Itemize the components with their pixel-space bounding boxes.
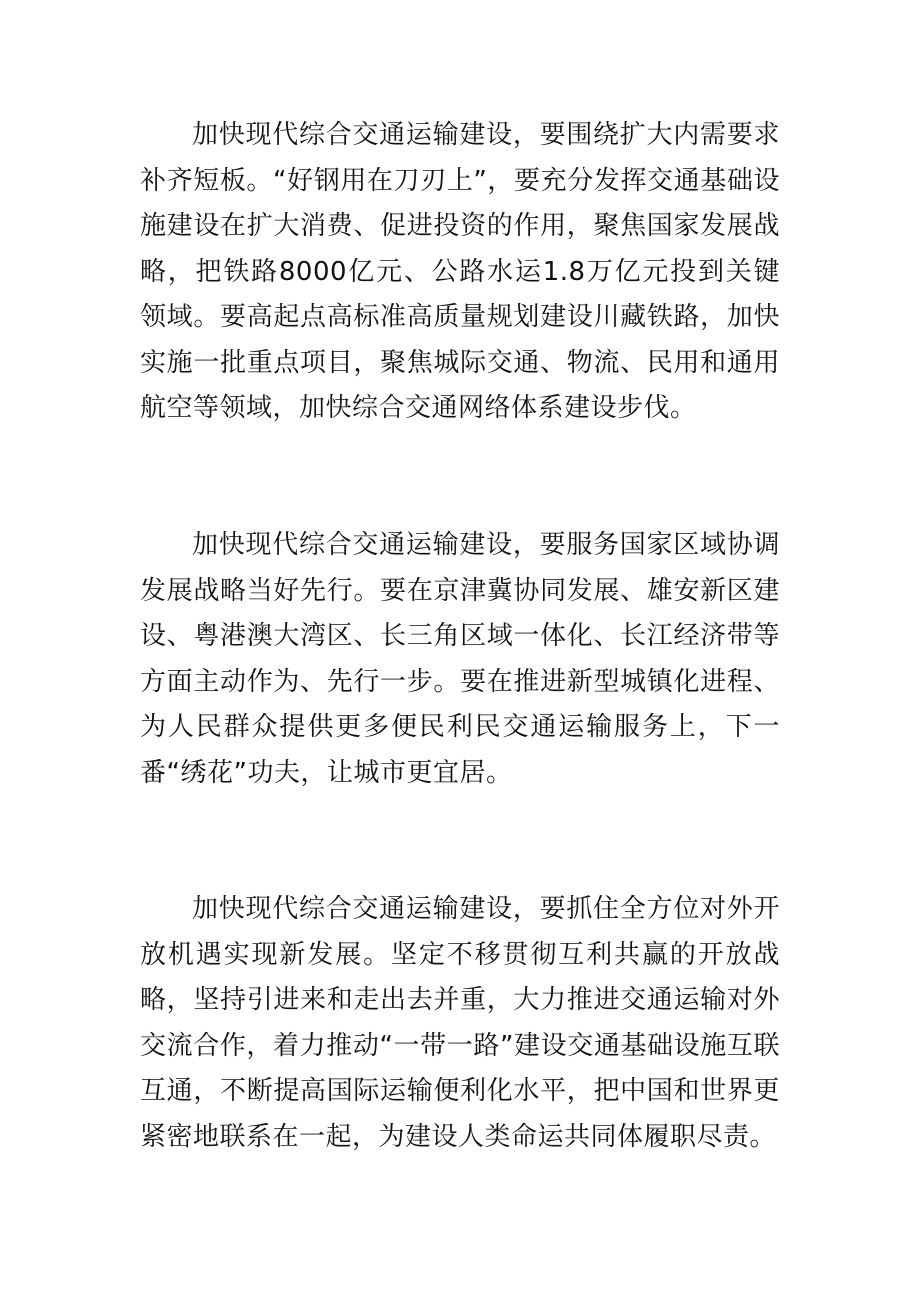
paragraph-3: 加快现代综合交通运输建设，要抓住全方位对外开放机遇实现新发展。坚定不移贯彻互利共赢的开放战略，坚持引进来和走出去并重，大力推进交通运输对外交流合作，着力推动“一带一路”建设交通基础设施互联互通，不断提高国际运输便利化水平，把中国和世界更紧密地联系在一起，为建设人类命运共同体履职尽责。: [140, 894, 780, 1152]
paragraph-1: 加快现代综合交通运输建设，要围绕扩大内需要求补齐短板。“好钢用在刀刃上”，要充分发挥交通基础设施建设在扩大消费、促进投资的作用，聚焦国家发展战略，把铁路8000亿元、公路水运1.8万亿元投到关键领域。要高起点高标准高质量规划建设川藏铁路，加快实施一批重点项目，聚焦城际交通、物流、民用和通用航空等领域，加快综合交通网络体系建设步伐。: [140, 120, 780, 423]
paragraph-2: 加快现代综合交通运输建设，要服务国家区域协调发展战略当好先行。要在京津冀协同发展、雄安新区建设、粤港澳大湾区、长三角区域一体化、长江经济带等方面主动作为、先行一步。要在推进新型城镇化进程、为人民群众提供更多便民利民交通运输服务上，下一番“绣花”功夫，让城市更宜居。: [140, 530, 780, 788]
